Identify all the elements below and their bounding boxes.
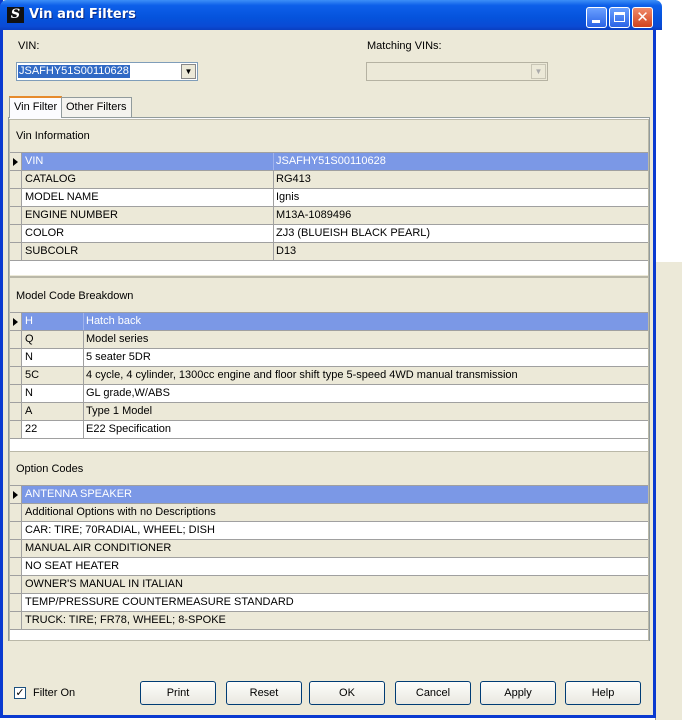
maximize-button[interactable] <box>609 7 630 28</box>
minimize-button[interactable] <box>586 7 607 28</box>
table-row[interactable] <box>10 367 648 385</box>
vin-label: VIN: <box>18 40 40 52</box>
vin-combobox-value: JSAFHY51S00110628 <box>19 65 129 77</box>
row-key: SUBCOLR <box>25 245 79 257</box>
ok-button[interactable]: OK <box>309 681 385 705</box>
cancel-button[interactable]: Cancel <box>395 681 471 705</box>
option-code-text: TRUCK: TIRE; FR78, WHEEL; 8-SPOKE <box>25 614 226 626</box>
list-item[interactable] <box>10 558 648 576</box>
row-indicator <box>10 612 22 629</box>
row-code: Q <box>25 333 34 345</box>
option-codes-group <box>9 451 649 641</box>
table-row[interactable] <box>10 189 648 207</box>
row-indicator <box>10 331 22 348</box>
table-row[interactable] <box>10 153 648 171</box>
row-key: MODEL NAME <box>25 191 99 203</box>
row-value: JSAFHY51S00110628 <box>273 153 648 170</box>
row-indicator <box>10 540 22 557</box>
row-value: M13A-1089496 <box>273 207 648 224</box>
row-key: ENGINE NUMBER <box>25 209 118 221</box>
list-item[interactable] <box>10 576 648 594</box>
filter-on-label: Filter On <box>33 687 76 699</box>
row-description: GL grade,W/ABS <box>83 385 648 402</box>
option-codes-title: Option Codes <box>16 463 84 475</box>
row-indicator <box>10 486 22 503</box>
vin-information-grid <box>10 152 648 275</box>
row-code: 5C <box>25 369 40 381</box>
option-code-text: NO SEAT HEATER <box>25 560 120 572</box>
row-value: D13 <box>273 243 648 260</box>
current-row-arrow-icon <box>13 158 18 166</box>
row-indicator <box>10 403 22 420</box>
grid-empty-area <box>10 630 648 640</box>
row-indicator <box>10 153 22 170</box>
background-application <box>655 0 682 720</box>
tab-other-filters[interactable]: Other Filters <box>61 97 132 118</box>
row-value: Ignis <box>273 189 648 206</box>
checkmark-icon: ✓ <box>15 687 25 699</box>
row-key: CATALOG <box>25 173 76 185</box>
row-description: E22 Specification <box>83 421 648 438</box>
tab-vin-filter[interactable]: Vin Filter <box>9 96 62 118</box>
vin-information-title: Vin Information <box>16 130 90 142</box>
table-row[interactable] <box>10 349 648 367</box>
current-row-arrow-icon <box>13 318 18 326</box>
chevron-down-icon[interactable]: ▼ <box>181 64 196 79</box>
table-row[interactable] <box>10 171 648 189</box>
row-key: VIN <box>25 155 44 167</box>
model-code-grid <box>10 312 648 451</box>
close-button[interactable] <box>632 7 653 28</box>
row-indicator <box>10 207 22 224</box>
vin-combobox[interactable] <box>16 62 198 81</box>
row-indicator <box>10 225 22 242</box>
title-bar[interactable] <box>0 0 662 30</box>
list-item[interactable] <box>10 486 648 504</box>
list-item[interactable] <box>10 504 648 522</box>
option-code-text: ANTENNA SPEAKER <box>25 488 132 500</box>
table-row[interactable] <box>10 207 648 225</box>
row-indicator <box>10 189 22 206</box>
minimize-icon <box>592 20 600 23</box>
row-code: N <box>25 387 33 399</box>
option-code-text: MANUAL AIR CONDITIONER <box>25 542 172 554</box>
vin-information-group <box>9 119 649 277</box>
row-indicator <box>10 558 22 575</box>
apply-button[interactable]: Apply <box>480 681 556 705</box>
model-code-title: Model Code Breakdown <box>16 290 134 302</box>
row-description: Type 1 Model <box>83 403 648 420</box>
table-row[interactable] <box>10 331 648 349</box>
row-key: COLOR <box>25 227 65 239</box>
background-panel <box>655 262 682 720</box>
row-code: N <box>25 351 33 363</box>
list-item[interactable] <box>10 594 648 612</box>
list-item[interactable] <box>10 612 648 630</box>
help-button[interactable]: Help <box>565 681 641 705</box>
reset-button[interactable]: Reset <box>226 681 302 705</box>
option-code-text: OWNER'S MANUAL IN ITALIAN <box>25 578 183 590</box>
window-title: Vin and Filters <box>29 7 136 22</box>
table-row[interactable] <box>10 421 648 439</box>
chevron-down-icon[interactable]: ▼ <box>531 64 546 79</box>
row-value: RG413 <box>273 171 648 188</box>
table-row[interactable] <box>10 313 648 331</box>
option-code-text: TEMP/PRESSURE COUNTERMEASURE STANDARD <box>25 596 294 608</box>
row-indicator <box>10 171 22 188</box>
model-code-group <box>9 277 649 451</box>
list-item[interactable] <box>10 522 648 540</box>
row-description: Model series <box>83 331 648 348</box>
table-row[interactable] <box>10 403 648 421</box>
grid-empty-area <box>10 439 648 451</box>
option-codes-grid <box>10 485 648 640</box>
snapon-s-icon: S <box>7 7 24 23</box>
table-row[interactable] <box>10 225 648 243</box>
matching-vins-combobox[interactable] <box>366 62 548 81</box>
row-indicator <box>10 421 22 438</box>
row-indicator <box>10 504 22 521</box>
row-indicator <box>10 522 22 539</box>
table-row[interactable] <box>10 385 648 403</box>
row-code: H <box>25 315 33 327</box>
row-description: Hatch back <box>83 313 648 330</box>
row-indicator <box>10 243 22 260</box>
row-value: ZJ3 (BLUEISH BLACK PEARL) <box>273 225 648 242</box>
row-indicator <box>10 349 22 366</box>
option-code-text: CAR: TIRE; 70RADIAL, WHEEL; DISH <box>25 524 215 536</box>
maximize-icon <box>614 12 625 22</box>
grid-empty-area <box>10 261 648 275</box>
list-item[interactable] <box>10 540 648 558</box>
matching-vins-label: Matching VINs: <box>367 40 442 52</box>
row-code: A <box>25 405 33 417</box>
row-indicator <box>10 367 22 384</box>
row-indicator <box>10 385 22 402</box>
current-row-arrow-icon <box>13 491 18 499</box>
row-code: 22 <box>25 423 38 435</box>
row-description: 4 cycle, 4 cylinder, 1300cc engine and floor shift type 5-speed 4WD manual transmission <box>83 367 648 384</box>
row-indicator <box>10 313 22 330</box>
print-button[interactable]: Print <box>140 681 216 705</box>
row-description: 5 seater 5DR <box>83 349 648 366</box>
row-indicator <box>10 576 22 593</box>
filter-on-checkbox[interactable] <box>14 687 26 699</box>
close-icon: ✕ <box>636 8 649 26</box>
row-indicator <box>10 594 22 611</box>
table-row[interactable] <box>10 243 648 261</box>
option-code-text: Additional Options with no Descriptions <box>25 506 216 518</box>
